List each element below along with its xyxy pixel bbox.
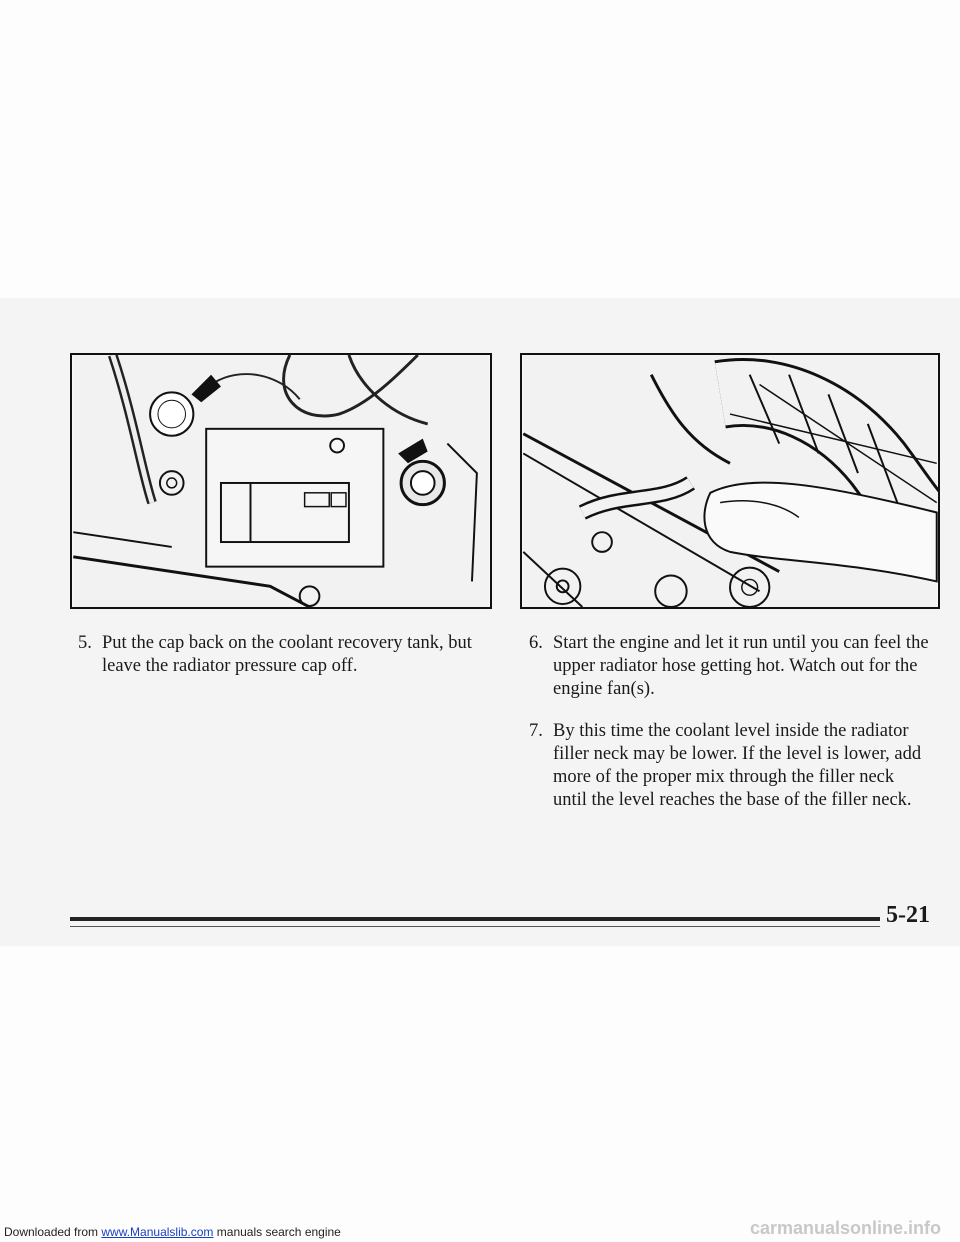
step-text: Start the engine and let it run until you can feel the upper radiator hose getting hot. Watch out for the engine fan(s). bbox=[553, 633, 929, 699]
step-number: 7. bbox=[529, 721, 543, 741]
coolant-recovery-tank-illustration bbox=[70, 353, 492, 609]
engine-compartment-left-icon bbox=[72, 355, 490, 607]
footer-suffix: manuals search engine bbox=[213, 1225, 341, 1239]
watermark: carmanualsonline.info bbox=[750, 1218, 942, 1238]
step-number: 6. bbox=[529, 633, 543, 653]
step-text: Put the cap back on the coolant recovery tank, but leave the radiator pressure cap off. bbox=[102, 633, 472, 676]
engine-compartment-right-icon bbox=[522, 355, 938, 607]
page-number: 5-21 bbox=[886, 902, 930, 928]
page-rule bbox=[70, 917, 880, 921]
radiator-hose-illustration bbox=[520, 353, 940, 609]
download-footer bbox=[4, 1225, 341, 1239]
step-number: 5. bbox=[78, 633, 92, 653]
manualslib-link[interactable]: www.Manualslib.com bbox=[101, 1225, 214, 1239]
footer-prefix: Downloaded from bbox=[4, 1225, 102, 1239]
page-rule-thin bbox=[70, 926, 880, 927]
step-text: By this time the coolant level inside the radiator filler neck may be lower. If the level is lower, add more of the proper mix through the filler neck until the level reaches the base of the filler neck. bbox=[553, 721, 922, 810]
